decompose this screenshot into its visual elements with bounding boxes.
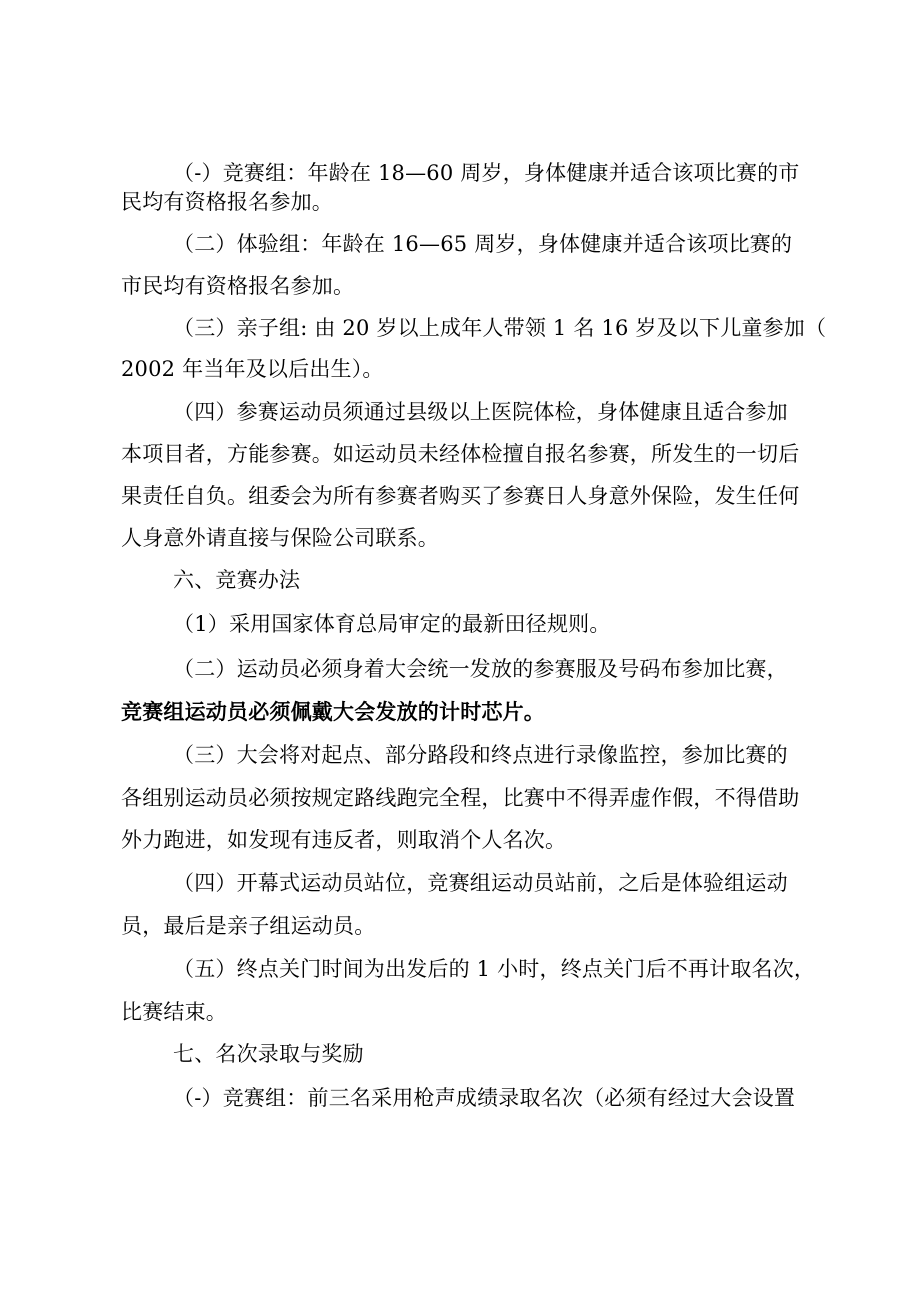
paragraph-line: （五）终点关门时间为出发后的 1 小时，终点关门后不再计取名次，	[173, 957, 816, 981]
paragraph-line: 果责任自负。组委会为所有参赛者购买了参赛日人身意外保险，发生任何	[121, 484, 800, 508]
paragraph-line: （四）参赛运动员须通过县级以上医院体检，身体健康且适合参加	[173, 400, 788, 424]
paragraph-line: 本项目者，方能参赛。如运动员未经体检擅自报名参赛，所发生的一切后	[121, 442, 800, 466]
paragraph-line: （三）大会将对起点、部分路段和终点进行录像监控，参加比赛的	[173, 743, 788, 767]
paragraph-line: （四）开幕式运动员站位，竞赛组运动员站前，之后是体验组运动	[173, 871, 788, 895]
paragraph-line: 外力跑进，如发现有违反者，则取消个人名次。	[121, 828, 567, 852]
bold-paragraph-line: 竞赛组运动员必须佩戴大会发放的计时芯片。	[121, 699, 545, 724]
paragraph-line: 2002 年当年及以后出生）。	[121, 357, 384, 381]
paragraph-line: 市民均有资格报名参加。	[121, 274, 355, 298]
paragraph-line: （-）竞赛组：前三名采用枪声成绩录取名次（必须有经过大会设置	[173, 1086, 796, 1110]
section-heading: 七、名次录取与奖励	[173, 1042, 364, 1066]
paragraph-line: （1）采用国家体育总局审定的最新田径规则。	[173, 612, 611, 636]
paragraph-line: 各组别运动员必须按规定路线跑完全程，比赛中不得弄虚作假，不得借助	[121, 786, 800, 810]
section-heading: 六、竞赛办法	[173, 568, 301, 592]
paragraph-line: （三）亲子组: 由 20 岁以上成年人带领 1 名 16 岁及以下儿童参加（	[173, 316, 827, 340]
paragraph-line: 人身意外请直接与保险公司联系。	[121, 526, 439, 550]
paragraph-line: 员，最后是亲子组运动员。	[121, 914, 376, 938]
paragraph-line: 民均有资格报名参加。	[121, 190, 333, 214]
paragraph-line: （二）体验组：年龄在 16—65 周岁，身体健康并适合该项比赛的	[173, 232, 793, 256]
paragraph-line: （二）运动员必须身着大会统一发放的参赛服及号码布参加比赛，	[173, 657, 788, 681]
paragraph-line: （-）竞赛组：年龄在 18—60 周岁，身体健康并适合该项比赛的市	[173, 161, 800, 185]
paragraph-line: 比赛结束。	[121, 1000, 227, 1024]
